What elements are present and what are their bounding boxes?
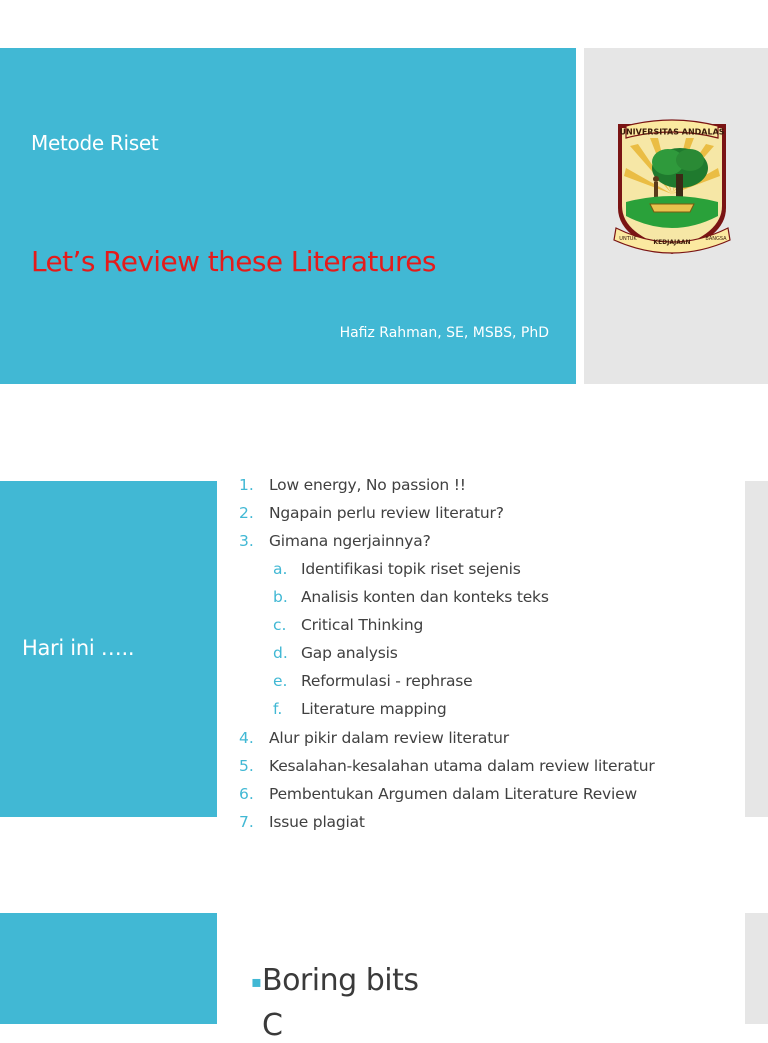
agenda-number: 7. — [239, 813, 254, 831]
logo-ribbon-text: KEDJAJAAN — [653, 239, 691, 246]
bullet-icon: ▪ — [251, 972, 262, 991]
slide-author: Hafiz Rahman, SE, MSBS, PhD — [339, 325, 549, 341]
agenda-number: 5. — [239, 757, 254, 775]
agenda-item: Issue plagiat — [269, 813, 365, 831]
agenda-subletter: a. — [273, 560, 288, 578]
logo-top-text: UNIVERSITAS ANDALAS — [619, 127, 725, 137]
third-slide-side-strip — [745, 913, 768, 1024]
agenda-item: Low energy, No passion !! — [269, 476, 466, 494]
agenda-subitem: Reformulasi - rephrase — [301, 672, 473, 690]
agenda-item: Kesalahan-kesalahan utama dalam review literatur — [269, 757, 655, 775]
agenda-subletter: c. — [273, 616, 287, 634]
agenda-slide-side-strip — [745, 481, 768, 817]
agenda-subitem: Analisis konten dan konteks teks — [301, 588, 549, 606]
agenda-subletter: f. — [273, 700, 283, 718]
slide-title: Let’s Review these Literatures — [31, 245, 436, 278]
agenda-subletter: e. — [273, 672, 288, 690]
agenda-item: Gimana ngerjainnya? — [269, 532, 431, 550]
bullet-text-partial — [262, 1008, 283, 1043]
agenda-item: Ngapain perlu review literatur? — [269, 504, 504, 522]
agenda-heading: Hari ini ….. — [22, 636, 135, 660]
slide-subtitle: Metode Riset — [31, 131, 159, 155]
agenda-subitem: Gap analysis — [301, 644, 398, 662]
agenda-number: 6. — [239, 785, 254, 803]
agenda-subletter: b. — [273, 588, 288, 606]
bullet-text-partial-letter: C — [262, 1008, 283, 1043]
third-slide-panel — [0, 913, 217, 1024]
universitas-andalas-emblem-icon — [610, 116, 734, 260]
agenda-item: Pembentukan Argumen dalam Literature Review — [269, 785, 637, 803]
agenda-number: 2. — [239, 504, 254, 522]
logo-right-text: BANGSA — [705, 236, 727, 242]
agenda-number: 1. — [239, 476, 254, 494]
agenda-subletter: d. — [273, 644, 288, 662]
agenda-number: 4. — [239, 729, 254, 747]
agenda-number: 3. — [239, 532, 254, 550]
agenda-subitem: Identifikasi topik riset sejenis — [301, 560, 521, 578]
agenda-subitem: Critical Thinking — [301, 616, 424, 634]
agenda-item: Alur pikir dalam review literatur — [269, 729, 509, 747]
logo-left-text: UNTUK — [619, 236, 637, 242]
bullet-text: Boring bits — [262, 963, 419, 998]
agenda-subitem: Literature mapping — [301, 700, 447, 718]
